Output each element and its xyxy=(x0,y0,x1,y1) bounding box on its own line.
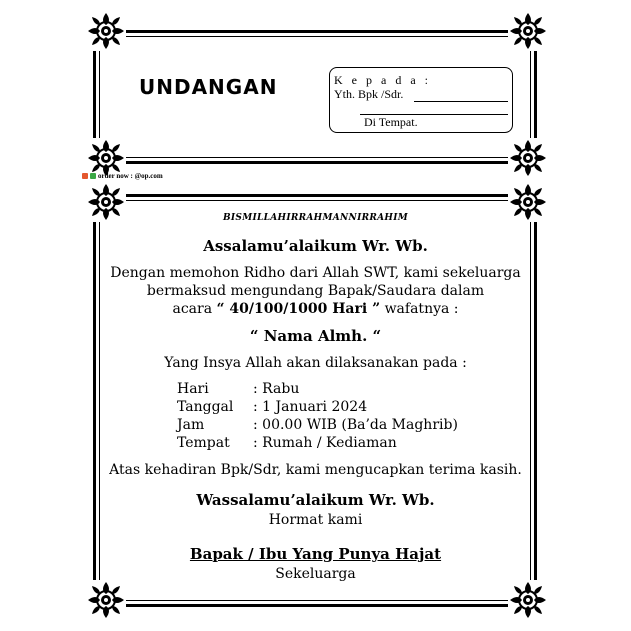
family-text: Sekeluarga xyxy=(275,566,356,582)
corner-ornament-icon xyxy=(508,138,548,178)
corner-ornament-icon xyxy=(508,580,548,620)
whatsapp-icon xyxy=(90,173,96,179)
address-box xyxy=(329,67,513,133)
intro-line-3 xyxy=(0,300,631,318)
detail-row: Tanggal : 1 Januari 2024 xyxy=(177,399,368,415)
host-name: Bapak / Ibu Yang Punya Hajat xyxy=(189,545,442,563)
corner-ornament-icon xyxy=(86,580,126,620)
detail-row: Jam : 00.00 WIB (Ba’da Maghrib) xyxy=(177,417,458,433)
regards-text: Hormat kami xyxy=(268,512,363,528)
invitation-title: UNDANGAN xyxy=(139,75,278,99)
salam-open: Assalamu’alaikum Wr. Wb. xyxy=(203,237,428,255)
corner-ornament-icon xyxy=(508,11,548,51)
bismillah: BISMILLAHIRRAHMANNIRRAHIM xyxy=(222,213,408,223)
salam-close: Wassalamu’alaikum Wr. Wb. xyxy=(196,491,435,509)
order-note-text: order now : @op.com xyxy=(98,172,163,180)
detail-row: Tempat : Rumah / Kediaman xyxy=(177,435,397,451)
thanks-text: Atas kehadiran Bpk/Sdr, kami mengucapkan terima kasih. xyxy=(109,462,522,478)
instagram-icon xyxy=(82,173,88,179)
detail-row: Hari : Rabu xyxy=(177,381,300,397)
intro-acara: acara xyxy=(172,301,213,317)
event-name: “ 40/100/1000 Hari ” xyxy=(216,301,381,317)
intro-wafatnya: wafatnya : xyxy=(384,301,459,317)
deceased-name: “ Nama Almh. “ xyxy=(249,327,382,345)
recipient-line xyxy=(414,101,508,102)
intro-line-2: bermaksud mengundang Bapak/Saudara dalam xyxy=(146,283,485,299)
intro-line-1: Dengan memohon Ridho dari Allah SWT, kami sekeluarga xyxy=(110,265,521,281)
yth-label: Yth. Bpk /Sdr. xyxy=(334,87,404,101)
event-details xyxy=(177,380,458,452)
order-note xyxy=(82,172,163,180)
di-tempat-label: Di Tempat. xyxy=(364,115,418,129)
corner-ornament-icon xyxy=(86,11,126,51)
schedule-intro: Yang Insya Allah akan dilaksanakan pada : xyxy=(164,355,467,371)
kepada-label: K e p a d a : xyxy=(334,73,431,87)
